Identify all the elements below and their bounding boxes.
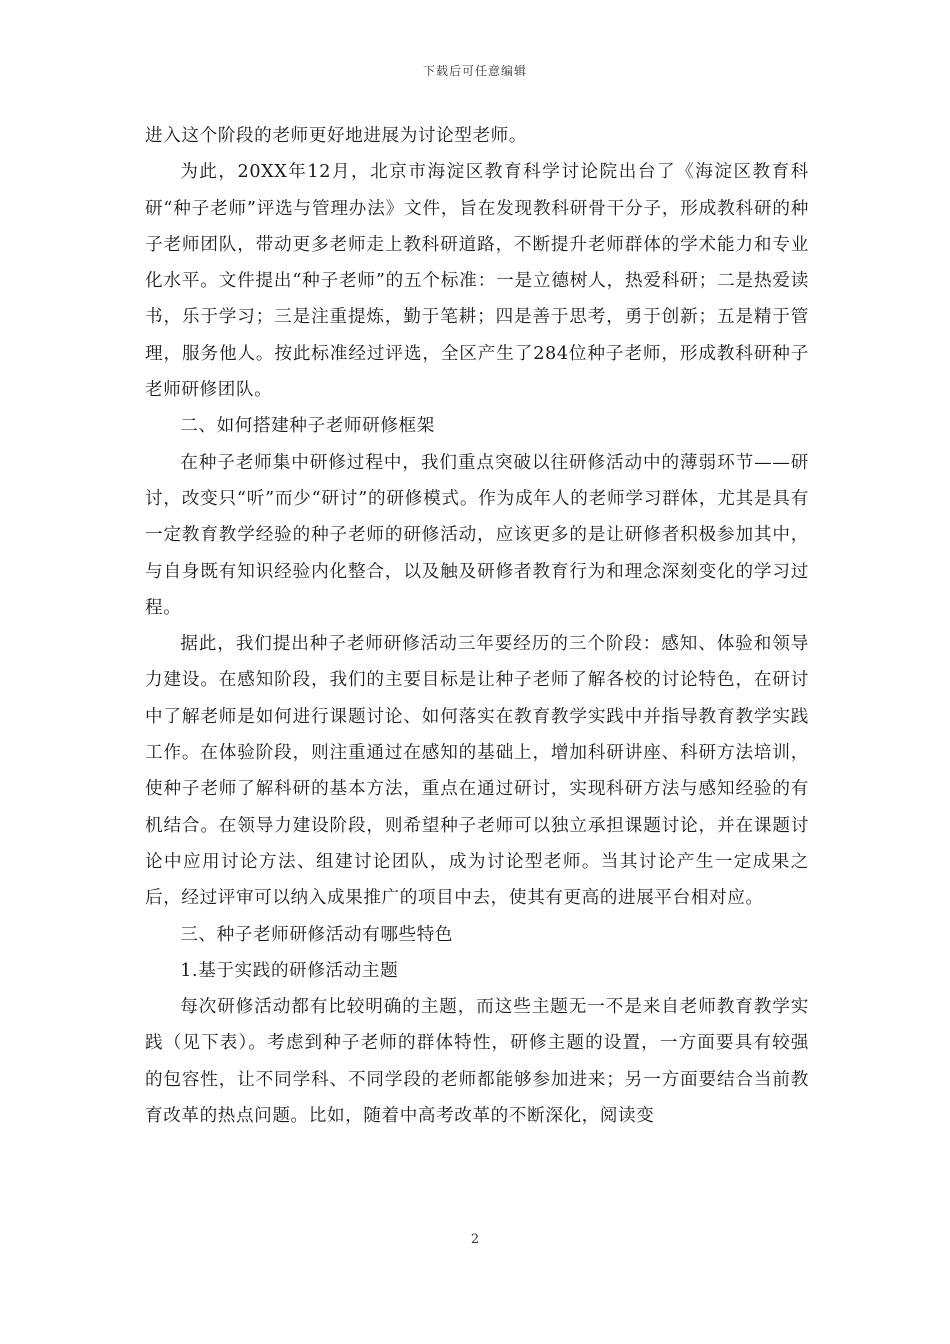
paragraph: 在种子老师集中研修过程中，我们重点突破以往研修活动中的薄弱环节——研讨，改变只“听”而少“研讨”的研修模式。作为成年人的老师学习群体，尤其是具有一定教育教学经验的种子老师的研修活动，应该更多的是让研修者积极参加其中，与自身既有知识经验内化整合，以及触及研修者教育行为和理念深刻变化的学习过程。 [145,452,809,618]
paragraph: 进入这个阶段的老师更好地进展为讨论型老师。 [145,126,528,146]
paragraph: 每次研修活动都有比较明确的主题，而这些主题无一不是来自老师教育教学实践（见下表）。考虑到种子老师的群体特性，研修主题的设置，一方面要具有较强的包容性，让不同学科、不同学段的老师都能够参加进来；另一方面要结合当前教育改革的热点问题。比如，随着中高考改革的不断深化，阅读变 [145,997,809,1127]
paragraph: 据此，我们提出种子老师研修活动三年要经历的三个阶段：感知、体验和领导力建设。在感知阶段，我们的主要目标是让种子老师了解各校的讨论特色，在研讨中了解老师是如何进行课题讨论、如何落实在教育教学实践中并指导教育教学实践工作。在体验阶段，则注重通过在感知的基础上，增加科研讲座、科研方法培训，使种子老师了解科研的基本方法，重点在通过研讨，实现科研方法与感知经验的有机结合。在领导力建设阶段，则希望种子老师可以独立承担课题讨论，并在课题讨论中应用讨论方法、组建讨论团队，成为讨论型老师。当其讨论产生一定成果之后，经过评审可以纳入成果推广的项目中去，使其有更高的进展平台相对应。 [145,634,809,909]
document-body [145,118,809,1134]
paragraph: 为此，20XX年12月，北京市海淀区教育科学讨论院出台了《海淀区教育科研“种子老师”评选与管理办法》文件，旨在发现教科研骨干分子，形成教科研的种子老师团队，带动更多老师走上教科研道路，不断提升老师群体的学术能力和专业化水平。文件提出“种子老师”的五个标准：一是立德树人，热爱科研；二是热爱读书，乐于学习；三是注重提炼，勤于笔耕；四是善于思考，勇于创新；五是精于管理，服务他人。按此标准经过评选，全区产生了284位种子老师，形成教科研种子老师研修团队。 [145,162,809,401]
page-number: 2 [470,1232,480,1247]
subsection-heading: 1.基于实践的研修活动主题 [180,960,399,981]
page-header: 下载后可任意编辑 [422,64,527,78]
section-heading: 二、如何搭建种子老师研修框架 [180,416,435,437]
section-heading: 三、种子老师研修活动有哪些特色 [180,924,454,945]
